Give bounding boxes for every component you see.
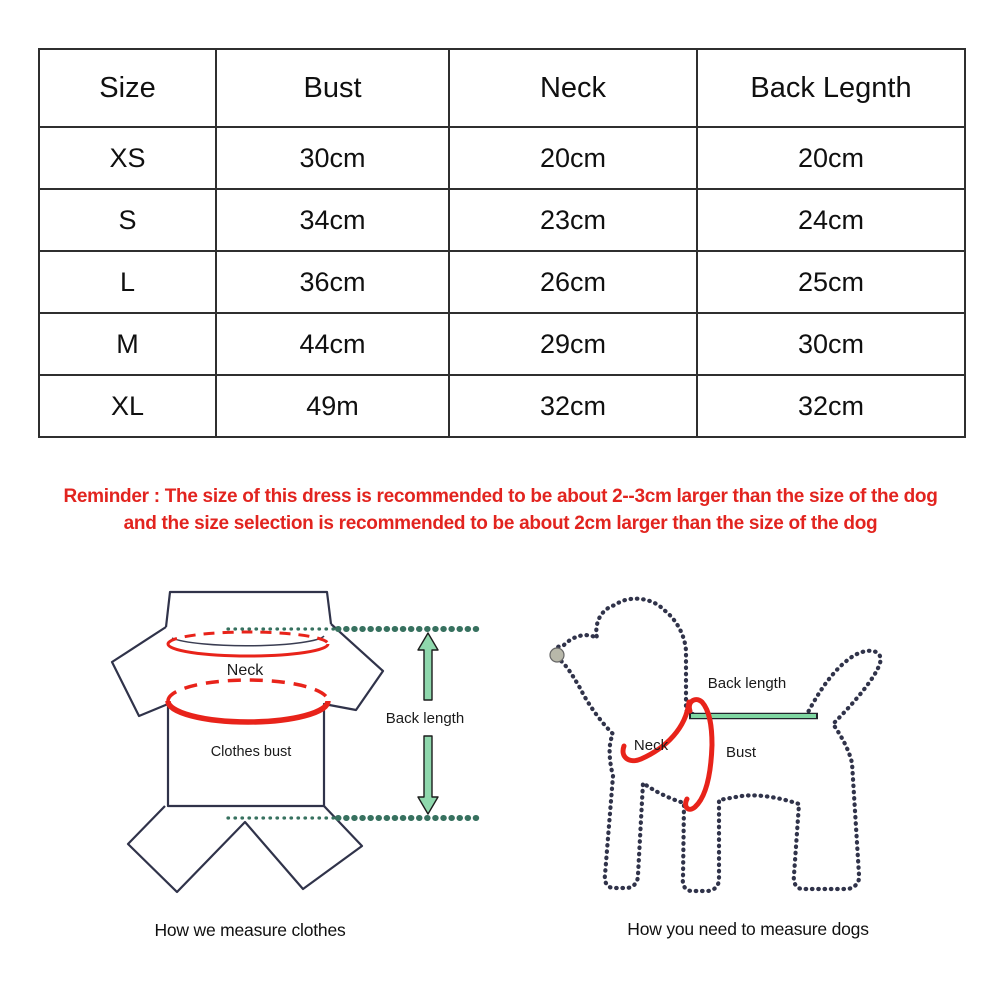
table-cell: 36cm <box>216 251 449 313</box>
table-cell: 32cm <box>449 375 697 437</box>
dog-bust-label: Bust <box>725 744 757 761</box>
clothes-bust-label: Clothes bust <box>210 744 292 760</box>
table-cell: 49m <box>216 375 449 437</box>
table-cell: 25cm <box>697 251 965 313</box>
table-cell: 44cm <box>216 313 449 375</box>
clothes-collar-outline <box>166 592 331 627</box>
table-header-row <box>39 49 965 127</box>
size-table <box>38 48 966 438</box>
column-header-bust: Bust <box>216 49 449 127</box>
bust-ellipse-dashed <box>168 680 328 701</box>
collar-seam-line <box>172 636 324 646</box>
table-cell: 32cm <box>697 375 965 437</box>
reminder-note <box>0 484 1001 538</box>
dog-back-length-label: Back length <box>707 675 787 692</box>
column-header-neck: Neck <box>449 49 697 127</box>
table-cell: 20cm <box>449 127 697 189</box>
back-length-arrow-down-icon <box>418 736 438 814</box>
clothes-body-outline <box>112 624 383 806</box>
table-cell: 24cm <box>697 189 965 251</box>
table-row <box>39 189 965 251</box>
column-header-size: Size <box>39 49 216 127</box>
table-cell: M <box>39 313 216 375</box>
reminder-line-1: Reminder : The size of this dress is recommended to be about 2--3cm larger than the size of the dog <box>63 486 938 507</box>
table-cell: L <box>39 251 216 313</box>
table-cell: XL <box>39 375 216 437</box>
dog-nose-icon <box>550 648 564 662</box>
table-row <box>39 251 965 313</box>
table-cell: S <box>39 189 216 251</box>
table-cell: 30cm <box>697 313 965 375</box>
bust-ellipse-solid <box>168 701 328 722</box>
reminder-line-2: and the size selection is recommended to be about 2cm larger than the size of the dog <box>123 512 878 534</box>
dog-measurement-diagram <box>540 585 980 915</box>
column-header-back-length: Back Legnth <box>697 49 965 127</box>
table-cell: 20cm <box>697 127 965 189</box>
table-row <box>39 127 965 189</box>
table-cell: 23cm <box>449 189 697 251</box>
table-cell: XS <box>39 127 216 189</box>
clothes-back-length-label: Back length <box>385 710 465 727</box>
table-row <box>39 313 965 375</box>
table-cell: 29cm <box>449 313 697 375</box>
clothes-measurement-diagram <box>0 570 500 915</box>
table-cell: 34cm <box>216 189 449 251</box>
table-row <box>39 375 965 437</box>
dog-neck-label: Neck <box>633 737 669 754</box>
back-length-arrow-up-icon <box>418 633 438 700</box>
dog-outline <box>555 599 881 891</box>
dog-diagram-caption: How you need to measure dogs <box>627 919 869 939</box>
clothes-neck-label: Neck <box>226 662 264 679</box>
table-cell: 26cm <box>449 251 697 313</box>
clothes-diagram-caption: How we measure clothes <box>154 920 346 940</box>
table-cell: 30cm <box>216 127 449 189</box>
